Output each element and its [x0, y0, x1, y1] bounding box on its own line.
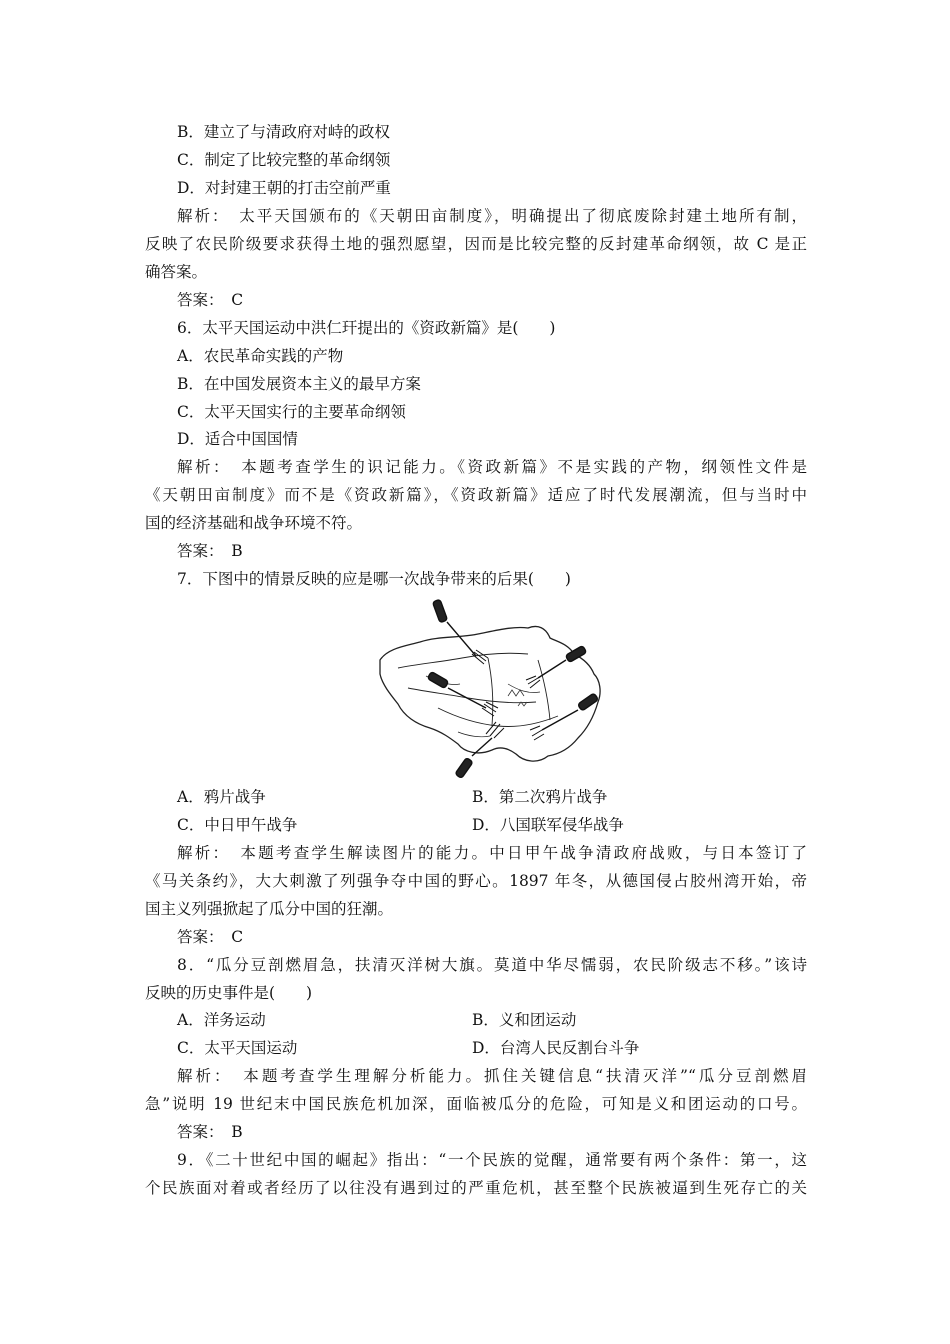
option-d-q7: D．八国联军侵华战争 [472, 816, 624, 834]
analysis-q6-line3: 国的经济基础和战争环境不符。 [145, 514, 363, 532]
question-9-line1: 9．《二十世纪中国的崛起》指出：“一个民族的觉醒，通常要有两个条件：第一，这 [177, 1151, 807, 1169]
analysis-q5-line3: 确答案。 [145, 263, 208, 281]
fork-top [432, 599, 488, 664]
option-b-q6: B．在中国发展资本主义的最早方案 [177, 375, 421, 393]
analysis-q5-line2: 反映了农民阶级要求获得土地的强烈愿望，因而是比较完整的反封建革命纲领，故 C 是正 [145, 235, 807, 253]
analysis-q6-line1: 解析： 本题考查学生的识记能力。《资政新篇》不是实践的产物，纲领性文件是 [177, 458, 807, 476]
option-d-q6: D．适合中国国情 [177, 430, 298, 448]
analysis-q7-line1: 解析： 本题考查学生解读图片的能力。中日甲午战争清政府战败，与日本签订了 [177, 844, 807, 862]
answer-q6: 答案： B [177, 542, 243, 560]
analysis-q6-line2: 《天朝田亩制度》而不是《资政新篇》，《资政新篇》适应了时代发展潮流，但与当时中 [145, 486, 807, 504]
option-c-q8: C．太平天国运动 [177, 1039, 298, 1057]
fork-right-top [526, 646, 587, 688]
option-c-q5: C．制定了比较完整的革命纲领 [177, 151, 391, 169]
analysis-q8-line2: 急”说明 19 世纪末中国民族危机加深，面临被瓜分的危险，可知是义和团运动的口号。 [145, 1095, 807, 1113]
analysis-q8-line1: 解析： 本题考查学生理解分析能力。抓住关键信息“扶清灭洋”“瓜分豆剖燃眉 [177, 1067, 807, 1085]
option-d-q8: D．台湾人民反割台斗争 [472, 1039, 640, 1057]
question-9-line2: 个民族面对着或者经历了以往没有遇到过的严重危机，甚至整个民族被逼到生死存亡的关 [145, 1179, 807, 1197]
fork-bottom [455, 722, 504, 778]
china-map-forks-illustration [368, 598, 608, 780]
option-b-q5: B．建立了与清政府对峙的政权 [177, 123, 390, 141]
analysis-q7-line2: 《马关条约》，大大刺激了列强争夺中国的野心。1897 年冬，从德国侵占胶州湾开始，帝 [145, 872, 807, 890]
question-8-line2: 反映的历史事件是( ) [145, 984, 313, 1002]
option-a-q8: A．洋务运动 [177, 1011, 266, 1029]
option-c-q6: C．太平天国实行的主要革命纲领 [177, 403, 406, 421]
analysis-q7-line3: 国主义列强掀起了瓜分中国的狂潮。 [145, 900, 394, 918]
question-7: 7．下图中的情景反映的应是哪一次战争带来的后果( ) [177, 570, 571, 588]
option-b-q8: B．义和团运动 [472, 1011, 577, 1029]
map-outline [380, 626, 600, 761]
analysis-q5-line1: 解析： 太平天国颁布的《天朝田亩制度》，明确提出了彻底废除封建土地所有制， [177, 207, 807, 225]
answer-q5: 答案： C [177, 291, 244, 309]
question-8-line1: 8．“瓜分豆剖燃眉急，扶清灭洋树大旗。莫道中华尽懦弱，农民阶级志不移。”该诗 [177, 956, 807, 974]
plate-scribbles [508, 690, 527, 706]
option-a-q7: A．鸦片战争 [177, 788, 266, 806]
option-a-q6: A．农民革命实践的产物 [177, 347, 344, 365]
fork-right-bottom [530, 693, 598, 740]
answer-q8: 答案： B [177, 1123, 243, 1141]
answer-q7: 答案： C [177, 928, 244, 946]
fork-left [427, 672, 498, 716]
option-b-q7: B．第二次鸦片战争 [472, 788, 608, 806]
option-c-q7: C．中日甲午战争 [177, 816, 298, 834]
option-d-q5: D．对封建王朝的打击空前严重 [177, 179, 391, 197]
question-6: 6．太平天国运动中洪仁玕提出的《资政新篇》是( ) [177, 319, 556, 337]
